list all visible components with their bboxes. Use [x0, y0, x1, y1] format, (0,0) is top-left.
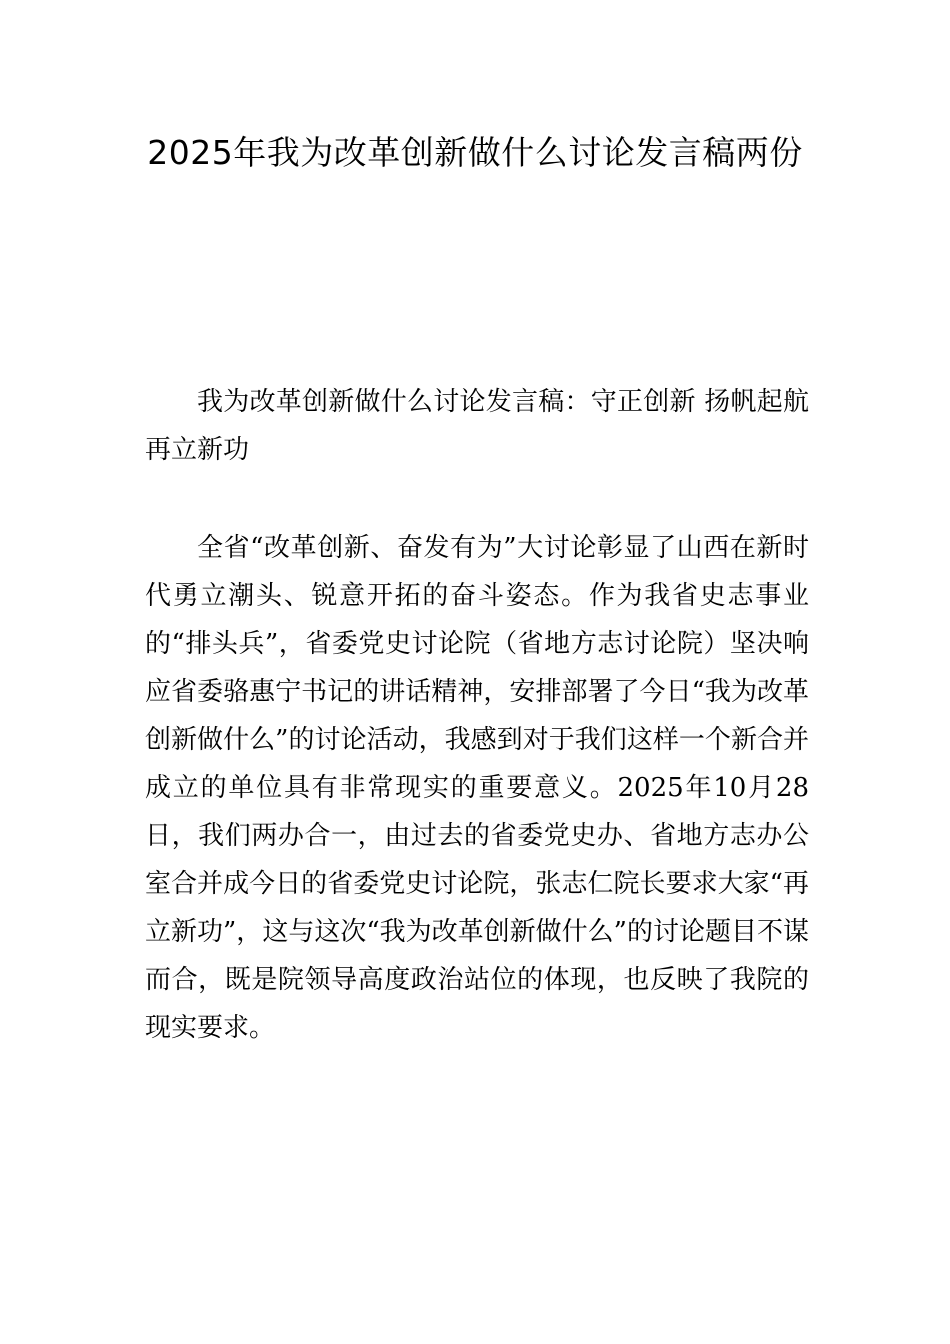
speech-subtitle: 我为改革创新做什么讨论发言稿：守正创新 扬帆起航再立新功 [145, 387, 809, 465]
body-paragraph: 全省“改革创新、奋发有为”大讨论彰显了山西在新时代勇立潮头、锐意开拓的奋斗姿态。作为我省史志事业的“排头兵”，省委党史讨论院（省地方志讨论院）坚决响应省委骆惠宁书记的讲话精神，安排部署了今日“我为改革创新做什么”的讨论活动，我感到对于我们这样一个新合并成立的单位具有非常现实的重要意义。2025年10月28日，我们两办合一，由过去的省委党史办、省地方志办公室合并成今日的省委党史讨论院，张志仁院长要求大家“再立新功”，这与这次“我为改革创新做什么”的讨论题目不谋而合，既是院领导高度政治站位的体现，也反映了我院的现实要求。 [145, 533, 809, 1043]
document-title: 2025年我为改革创新做什么讨论发言稿两份 [147, 133, 803, 172]
